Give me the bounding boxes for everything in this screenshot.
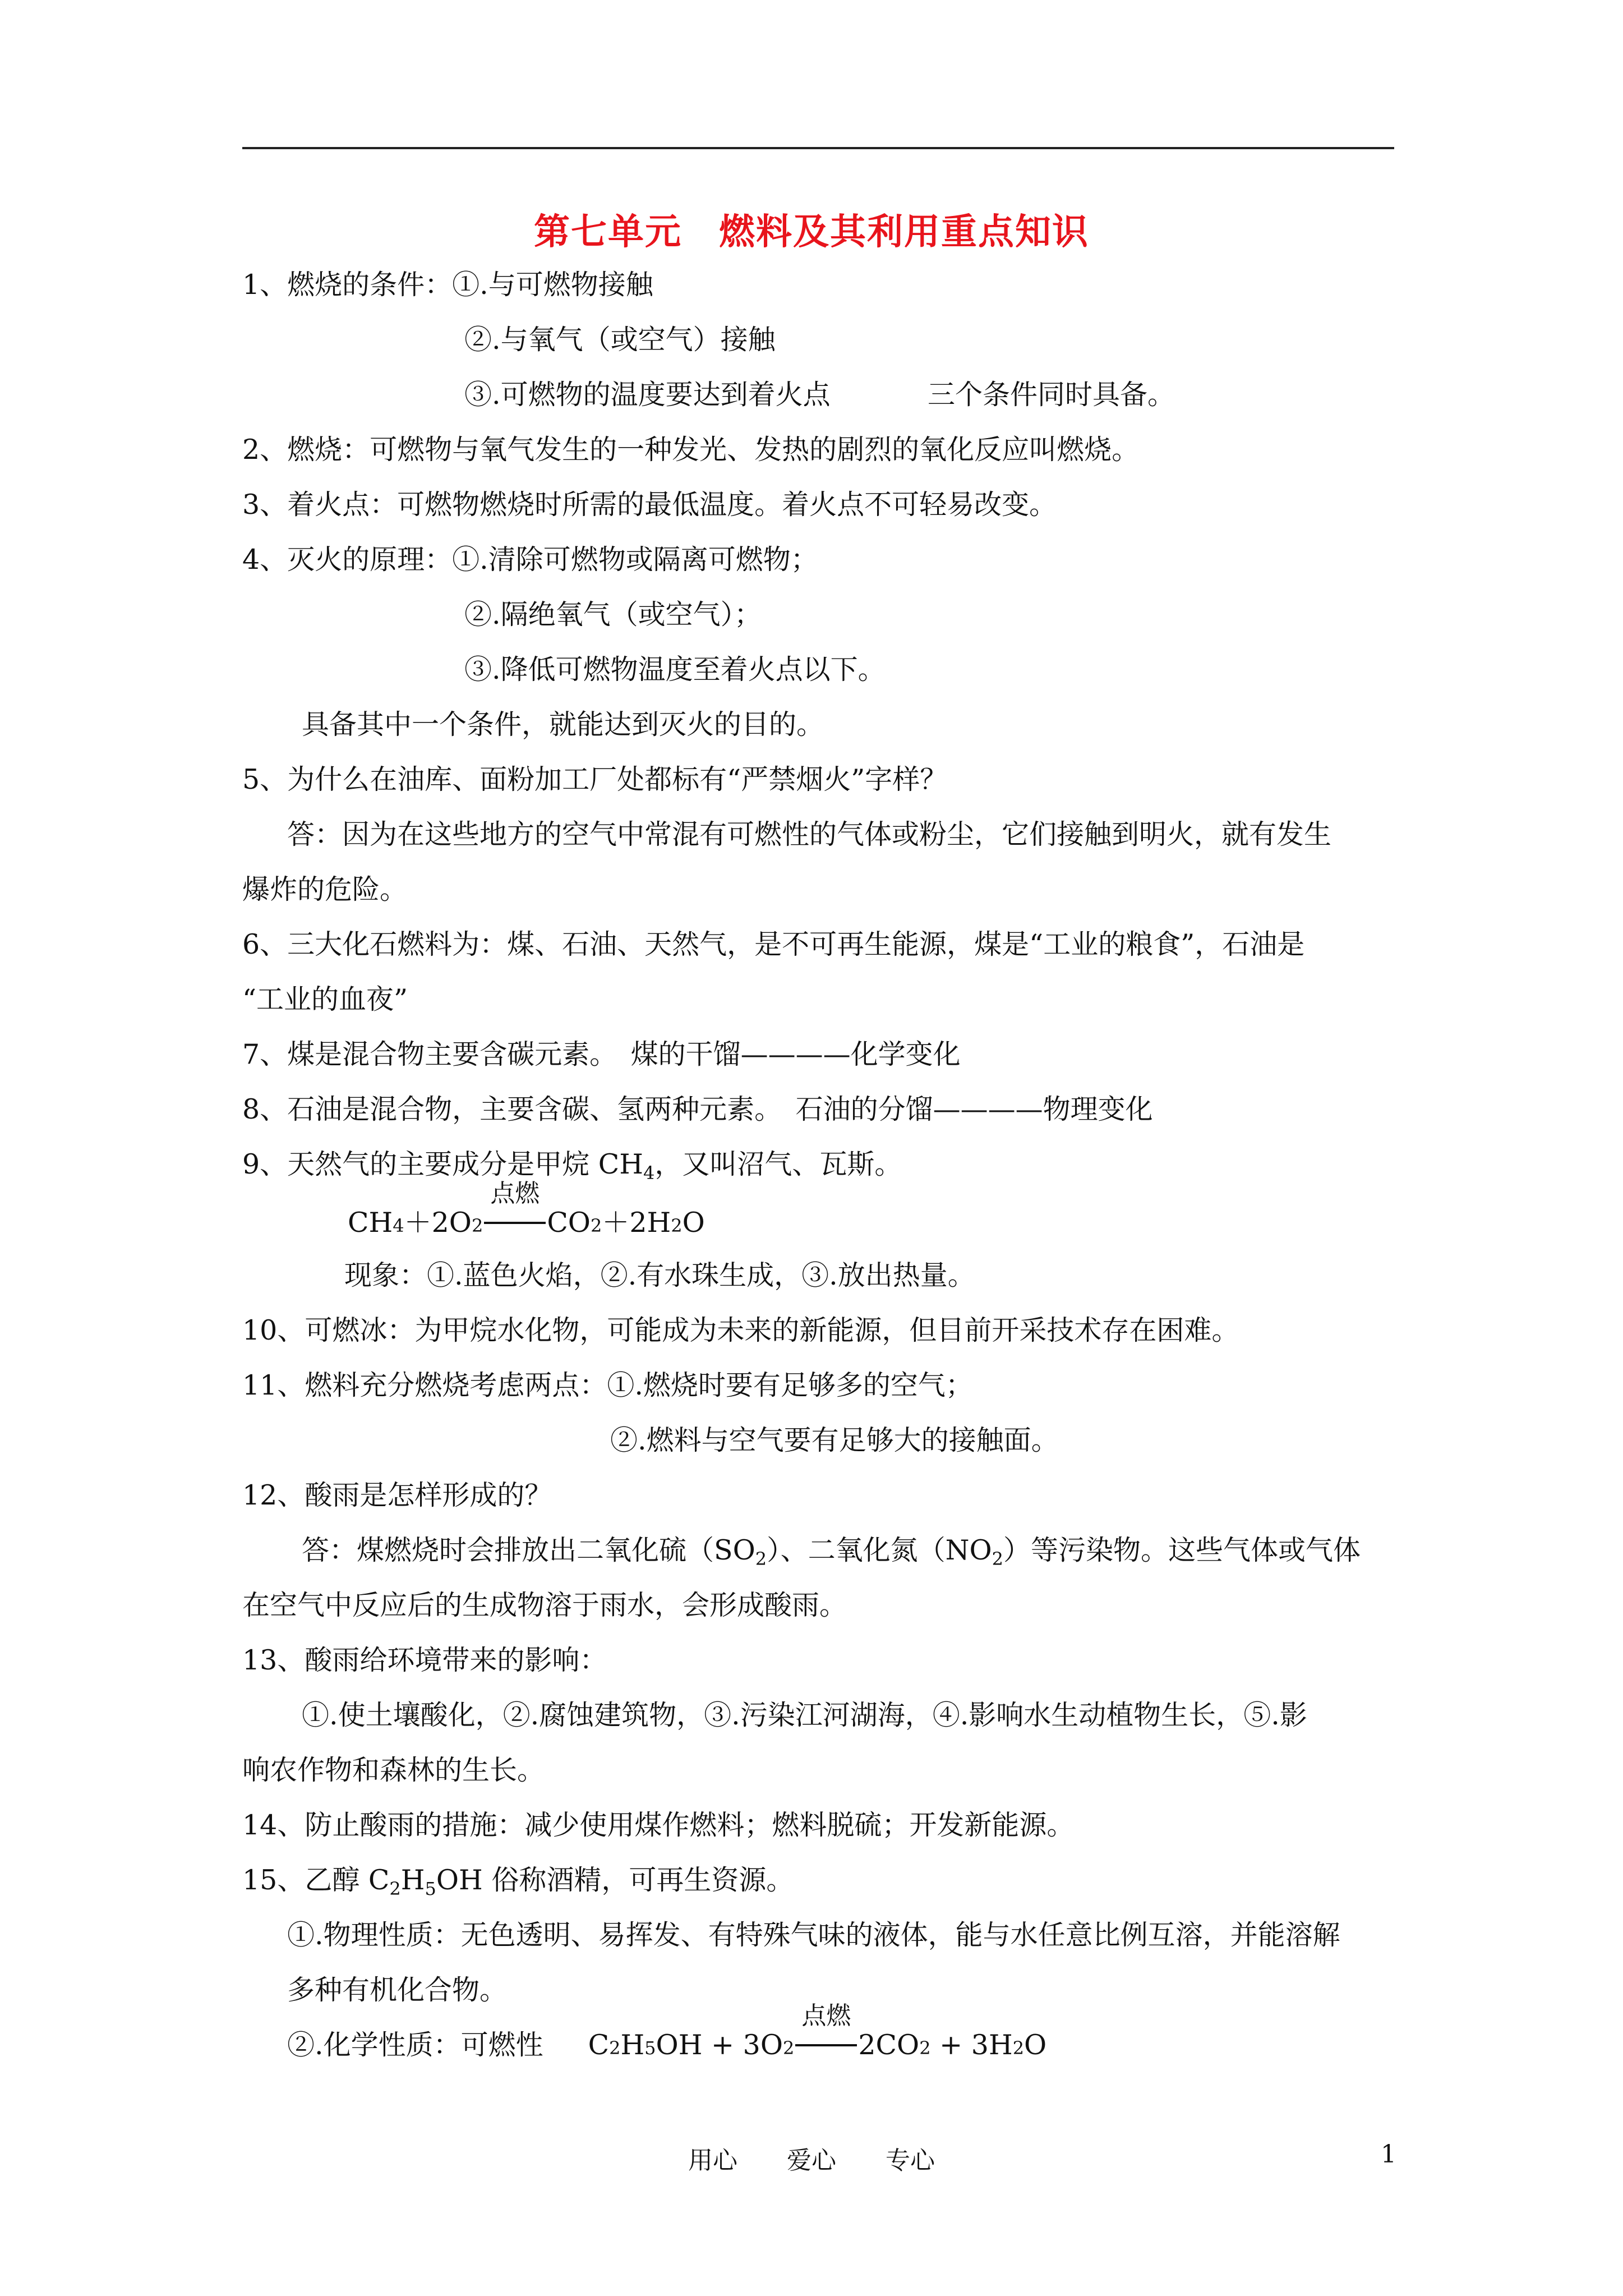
item-5-answer-1: 答：因为在这些地方的空气中常混有可燃性的气体或粉尘，它们接触到明火，就有发生 xyxy=(287,818,1332,850)
page-number: 1 xyxy=(1381,2140,1396,2169)
reaction-arrow: 点燃 xyxy=(484,1205,546,1241)
page-title: 第七单元 燃料及其利用重点知识 xyxy=(534,211,1089,253)
item-14: 14、防止酸雨的措施：减少使用煤作燃料；燃料脱硫；开发新能源。 xyxy=(242,1809,1075,1841)
item-12-answer-2: 在空气中反应后的生成物溶于雨水，会形成酸雨。 xyxy=(242,1589,847,1621)
equation-ethanol: C 2 H 5 OH + 3O 2 点燃 2CO 2 + 3H 2 O xyxy=(588,2027,1047,2063)
item-6-line-1: 6、三大化石燃料为：煤、石油、天然气，是不可再生能源，煤是“工业的粮食”，石油是 xyxy=(242,928,1305,960)
item-15-physical-1: ①.物理性质：无色透明、易挥发、有特殊气味的液体，能与水任意比例互溶，并能溶解 xyxy=(287,1919,1340,1951)
footer-motto: 用心 爱心 专心 xyxy=(688,2146,935,2175)
item-1-line-2: ②.与氧气（或空气）接触 xyxy=(464,324,776,356)
item-13-line-2: 响农作物和森林的生长。 xyxy=(242,1754,545,1786)
item-4-line-1: 4、灭火的原理：①.清除可燃物或隔离可燃物； xyxy=(242,544,818,576)
equation-methane: CH 4 ＋2O 2 点燃 CO 2 ＋2H 2 O xyxy=(348,1205,705,1241)
item-15-physical-2: 多种有机化合物。 xyxy=(287,1974,508,2006)
item-2: 2、燃烧：可燃物与氧气发生的一种发光、发热的剧烈的氧化反应叫燃烧。 xyxy=(242,434,1140,466)
reaction-arrow: 点燃 xyxy=(795,2027,857,2063)
item-1-line-3: ③.可燃物的温度要达到着火点 xyxy=(464,379,831,411)
item-6-line-2: “工业的血夜” xyxy=(242,983,408,1015)
item-9: 9、天然气的主要成分是甲烷 $CH_4$，又叫沼气、瓦斯。 xyxy=(242,1148,902,1184)
item-5-answer-2: 爆炸的危险。 xyxy=(242,873,408,905)
item-4-line-2: ②.隔绝氧气（或空气）； xyxy=(464,599,762,631)
item-7: 7、煤是混合物主要含碳元素。 煤的干馏————化学变化 xyxy=(242,1038,961,1070)
header-rule xyxy=(242,147,1394,149)
item-8: 8、石油是混合物，主要含碳、氢两种元素。 石油的分馏————物理变化 xyxy=(242,1093,1153,1125)
item-1-note: 三个条件同时具备。 xyxy=(928,379,1175,411)
item-11-line-2: ②.燃料与空气要有足够大的接触面。 xyxy=(610,1424,1059,1456)
item-13-line-1: ①.使土壤酸化，②.腐蚀建筑物，③.污染江河湖海，④.影响水生动植物生长，⑤.影 xyxy=(302,1699,1307,1731)
item-12-question: 12、酸雨是怎样形成的？ xyxy=(242,1479,552,1511)
item-5-question: 5、为什么在油库、面粉加工厂处都标有“严禁烟火”字样？ xyxy=(242,763,948,795)
item-13: 13、酸雨给环境带来的影响： xyxy=(242,1644,607,1676)
item-4-note: 具备其中一个条件，就能达到灭火的目的。 xyxy=(302,708,824,740)
item-15: 15、乙醇 $C_2H_5OH$ 俗称酒精，可再生资源。 xyxy=(242,1864,794,1899)
item-1-line-1: 1、燃烧的条件：①.与可燃物接触 xyxy=(242,269,653,301)
item-15-chemical: ②.化学性质：可燃性 C 2 H 5 OH + 3O 2 点燃 2CO 2 + 3H 2 O xyxy=(287,2027,1046,2063)
item-10: 10、可燃冰：为甲烷水化物，可能成为未来的新能源，但目前开采技术存在困难。 xyxy=(242,1314,1239,1346)
item-12-answer-1: 答：煤燃烧时会排放出二氧化硫$(SO_2)$、二氧化氮$(NO_2)$等污染物。这些气体或气体 xyxy=(302,1534,1361,1570)
item-9-phenomenon: 现象：①.蓝色火焰，②.有水珠生成，③.放出热量。 xyxy=(344,1259,975,1291)
item-3: 3、着火点：可燃物燃烧时所需的最低温度。着火点不可轻易改变。 xyxy=(242,489,1057,521)
item-4-line-3: ③.降低可燃物温度至着火点以下。 xyxy=(464,654,886,685)
item-11-line-1: 11、燃料充分燃烧考虑两点：①.燃烧时要有足够多的空气； xyxy=(242,1369,973,1401)
